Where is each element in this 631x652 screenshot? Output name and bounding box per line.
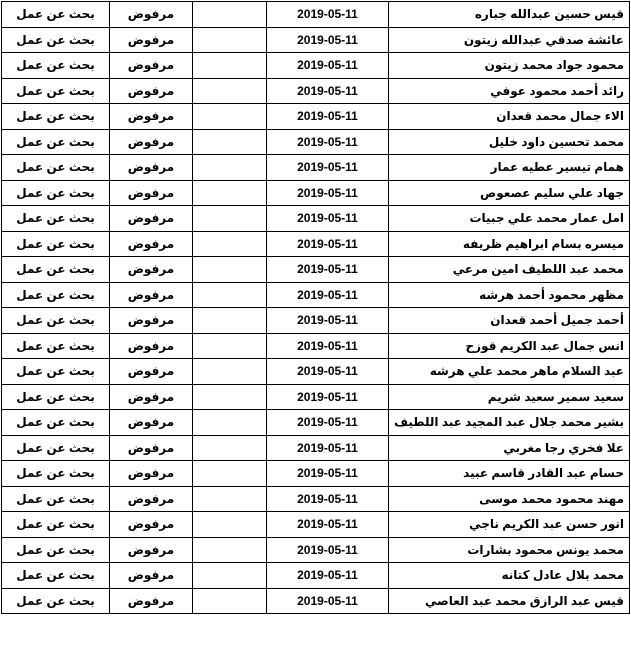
status-cell: مرفوض (110, 563, 193, 589)
status-cell: مرفوض (110, 231, 193, 257)
date-cell: 2019-05-11 (267, 2, 389, 28)
empty-cell (193, 78, 267, 104)
table-row (2, 155, 630, 181)
table-row (2, 563, 630, 589)
applicant-name-cell: جهاد علي سليم عصعوص (389, 180, 630, 206)
applicant-name-cell: حسام عبد القادر قاسم عبيد (389, 461, 630, 487)
date-cell: 2019-05-11 (267, 333, 389, 359)
applicant-name-cell: قيس عبد الرازق محمد عبد العاصي (389, 588, 630, 614)
status-cell: مرفوض (110, 78, 193, 104)
empty-cell (193, 486, 267, 512)
date-cell: 2019-05-11 (267, 512, 389, 538)
empty-cell (193, 53, 267, 79)
empty-cell (193, 563, 267, 589)
date-cell: 2019-05-11 (267, 78, 389, 104)
status-cell: مرفوض (110, 461, 193, 487)
table-row (2, 206, 630, 232)
applicant-name-cell: الاء جمال محمد قعدان (389, 104, 630, 130)
applicant-name-cell: محمود جواد محمد زيتون (389, 53, 630, 79)
empty-cell (193, 537, 267, 563)
status-cell: مرفوض (110, 384, 193, 410)
date-cell: 2019-05-11 (267, 384, 389, 410)
empty-cell (193, 359, 267, 385)
table-row (2, 461, 630, 487)
status-cell: مرفوض (110, 206, 193, 232)
date-cell: 2019-05-11 (267, 359, 389, 385)
status-cell: مرفوض (110, 486, 193, 512)
applicant-name-cell: سعيد سمير سعيد شريم (389, 384, 630, 410)
status-cell: مرفوض (110, 104, 193, 130)
status-cell: مرفوض (110, 155, 193, 181)
applicant-name-cell: بشير محمد جلال عبد المجيد عبد اللطيف (389, 410, 630, 436)
empty-cell (193, 206, 267, 232)
reason-cell: بحث عن عمل (2, 563, 110, 589)
date-cell: 2019-05-11 (267, 461, 389, 487)
date-cell: 2019-05-11 (267, 257, 389, 283)
reason-cell: بحث عن عمل (2, 435, 110, 461)
reason-cell: بحث عن عمل (2, 104, 110, 130)
empty-cell (193, 410, 267, 436)
status-cell: مرفوض (110, 53, 193, 79)
date-cell: 2019-05-11 (267, 180, 389, 206)
applicant-name-cell: محمد يونس محمود بشارات (389, 537, 630, 563)
reason-cell: بحث عن عمل (2, 257, 110, 283)
status-cell: مرفوض (110, 282, 193, 308)
applicant-name-cell: مهند محمود محمد موسى (389, 486, 630, 512)
reason-cell: بحث عن عمل (2, 410, 110, 436)
date-cell: 2019-05-11 (267, 53, 389, 79)
date-cell: 2019-05-11 (267, 410, 389, 436)
table-row (2, 512, 630, 538)
status-cell: مرفوض (110, 129, 193, 155)
reason-cell: بحث عن عمل (2, 282, 110, 308)
table-row (2, 104, 630, 130)
table-row (2, 282, 630, 308)
reason-cell: بحث عن عمل (2, 384, 110, 410)
table-row (2, 257, 630, 283)
applicant-name-cell: انس جمال عبد الكريم قوزح (389, 333, 630, 359)
reason-cell: بحث عن عمل (2, 537, 110, 563)
status-cell: مرفوض (110, 2, 193, 28)
status-cell: مرفوض (110, 512, 193, 538)
empty-cell (193, 384, 267, 410)
status-cell: مرفوض (110, 435, 193, 461)
table-row (2, 486, 630, 512)
applicant-name-cell: مظهر محمود أحمد هرشه (389, 282, 630, 308)
applicant-name-cell: انور حسن عبد الكريم ناجي (389, 512, 630, 538)
reason-cell: بحث عن عمل (2, 2, 110, 28)
status-cell: مرفوض (110, 588, 193, 614)
table-row (2, 435, 630, 461)
empty-cell (193, 27, 267, 53)
applicants-table (1, 1, 630, 614)
empty-cell (193, 308, 267, 334)
table-row (2, 53, 630, 79)
empty-cell (193, 282, 267, 308)
reason-cell: بحث عن عمل (2, 155, 110, 181)
date-cell: 2019-05-11 (267, 282, 389, 308)
date-cell: 2019-05-11 (267, 588, 389, 614)
table-row (2, 129, 630, 155)
status-cell: مرفوض (110, 537, 193, 563)
applicant-name-cell: قيس حسين عبدالله جباره (389, 2, 630, 28)
reason-cell: بحث عن عمل (2, 27, 110, 53)
status-cell: مرفوض (110, 180, 193, 206)
empty-cell (193, 129, 267, 155)
table-row (2, 359, 630, 385)
empty-cell (193, 104, 267, 130)
applicant-name-cell: علا فخري رجا مغربي (389, 435, 630, 461)
empty-cell (193, 2, 267, 28)
reason-cell: بحث عن عمل (2, 486, 110, 512)
empty-cell (193, 333, 267, 359)
date-cell: 2019-05-11 (267, 27, 389, 53)
reason-cell: بحث عن عمل (2, 53, 110, 79)
table-row (2, 410, 630, 436)
status-cell: مرفوض (110, 359, 193, 385)
reason-cell: بحث عن عمل (2, 308, 110, 334)
status-cell: مرفوض (110, 410, 193, 436)
empty-cell (193, 257, 267, 283)
table-row (2, 78, 630, 104)
empty-cell (193, 588, 267, 614)
status-cell: مرفوض (110, 333, 193, 359)
applicant-name-cell: رائد أحمد محمود عوفي (389, 78, 630, 104)
status-cell: مرفوض (110, 27, 193, 53)
empty-cell (193, 461, 267, 487)
date-cell: 2019-05-11 (267, 155, 389, 181)
empty-cell (193, 231, 267, 257)
date-cell: 2019-05-11 (267, 537, 389, 563)
table-row (2, 231, 630, 257)
reason-cell: بحث عن عمل (2, 461, 110, 487)
table-row (2, 308, 630, 334)
reason-cell: بحث عن عمل (2, 129, 110, 155)
date-cell: 2019-05-11 (267, 308, 389, 334)
empty-cell (193, 155, 267, 181)
date-cell: 2019-05-11 (267, 435, 389, 461)
table-row (2, 27, 630, 53)
date-cell: 2019-05-11 (267, 563, 389, 589)
reason-cell: بحث عن عمل (2, 78, 110, 104)
date-cell: 2019-05-11 (267, 104, 389, 130)
reason-cell: بحث عن عمل (2, 359, 110, 385)
applicant-name-cell: ميسره بسام ابراهيم ظريفه (389, 231, 630, 257)
table-row (2, 333, 630, 359)
status-cell: مرفوض (110, 308, 193, 334)
status-cell: مرفوض (110, 257, 193, 283)
date-cell: 2019-05-11 (267, 486, 389, 512)
table-row (2, 537, 630, 563)
date-cell: 2019-05-11 (267, 231, 389, 257)
applicant-name-cell: أحمد جميل أحمد قعدان (389, 308, 630, 334)
applicant-name-cell: محمد عبد اللطيف امين مرعي (389, 257, 630, 283)
empty-cell (193, 435, 267, 461)
applicant-name-cell: عبد السلام ماهر محمد علي هرشه (389, 359, 630, 385)
empty-cell (193, 512, 267, 538)
applicant-name-cell: عائشة صدقي عبدالله زيتون (389, 27, 630, 53)
table-row (2, 2, 630, 28)
applicant-name-cell: محمد بلال عادل كتانه (389, 563, 630, 589)
reason-cell: بحث عن عمل (2, 333, 110, 359)
table-row (2, 384, 630, 410)
reason-cell: بحث عن عمل (2, 180, 110, 206)
applicant-name-cell: همام تيسير عطيه عمار (389, 155, 630, 181)
applicant-name-cell: امل عمار محمد علي جبيات (389, 206, 630, 232)
reason-cell: بحث عن عمل (2, 206, 110, 232)
reason-cell: بحث عن عمل (2, 231, 110, 257)
table-body (2, 2, 630, 614)
table-row (2, 180, 630, 206)
date-cell: 2019-05-11 (267, 129, 389, 155)
reason-cell: بحث عن عمل (2, 512, 110, 538)
reason-cell: بحث عن عمل (2, 588, 110, 614)
date-cell: 2019-05-11 (267, 206, 389, 232)
empty-cell (193, 180, 267, 206)
applicant-name-cell: محمد تحسين داود خليل (389, 129, 630, 155)
table-row (2, 588, 630, 614)
